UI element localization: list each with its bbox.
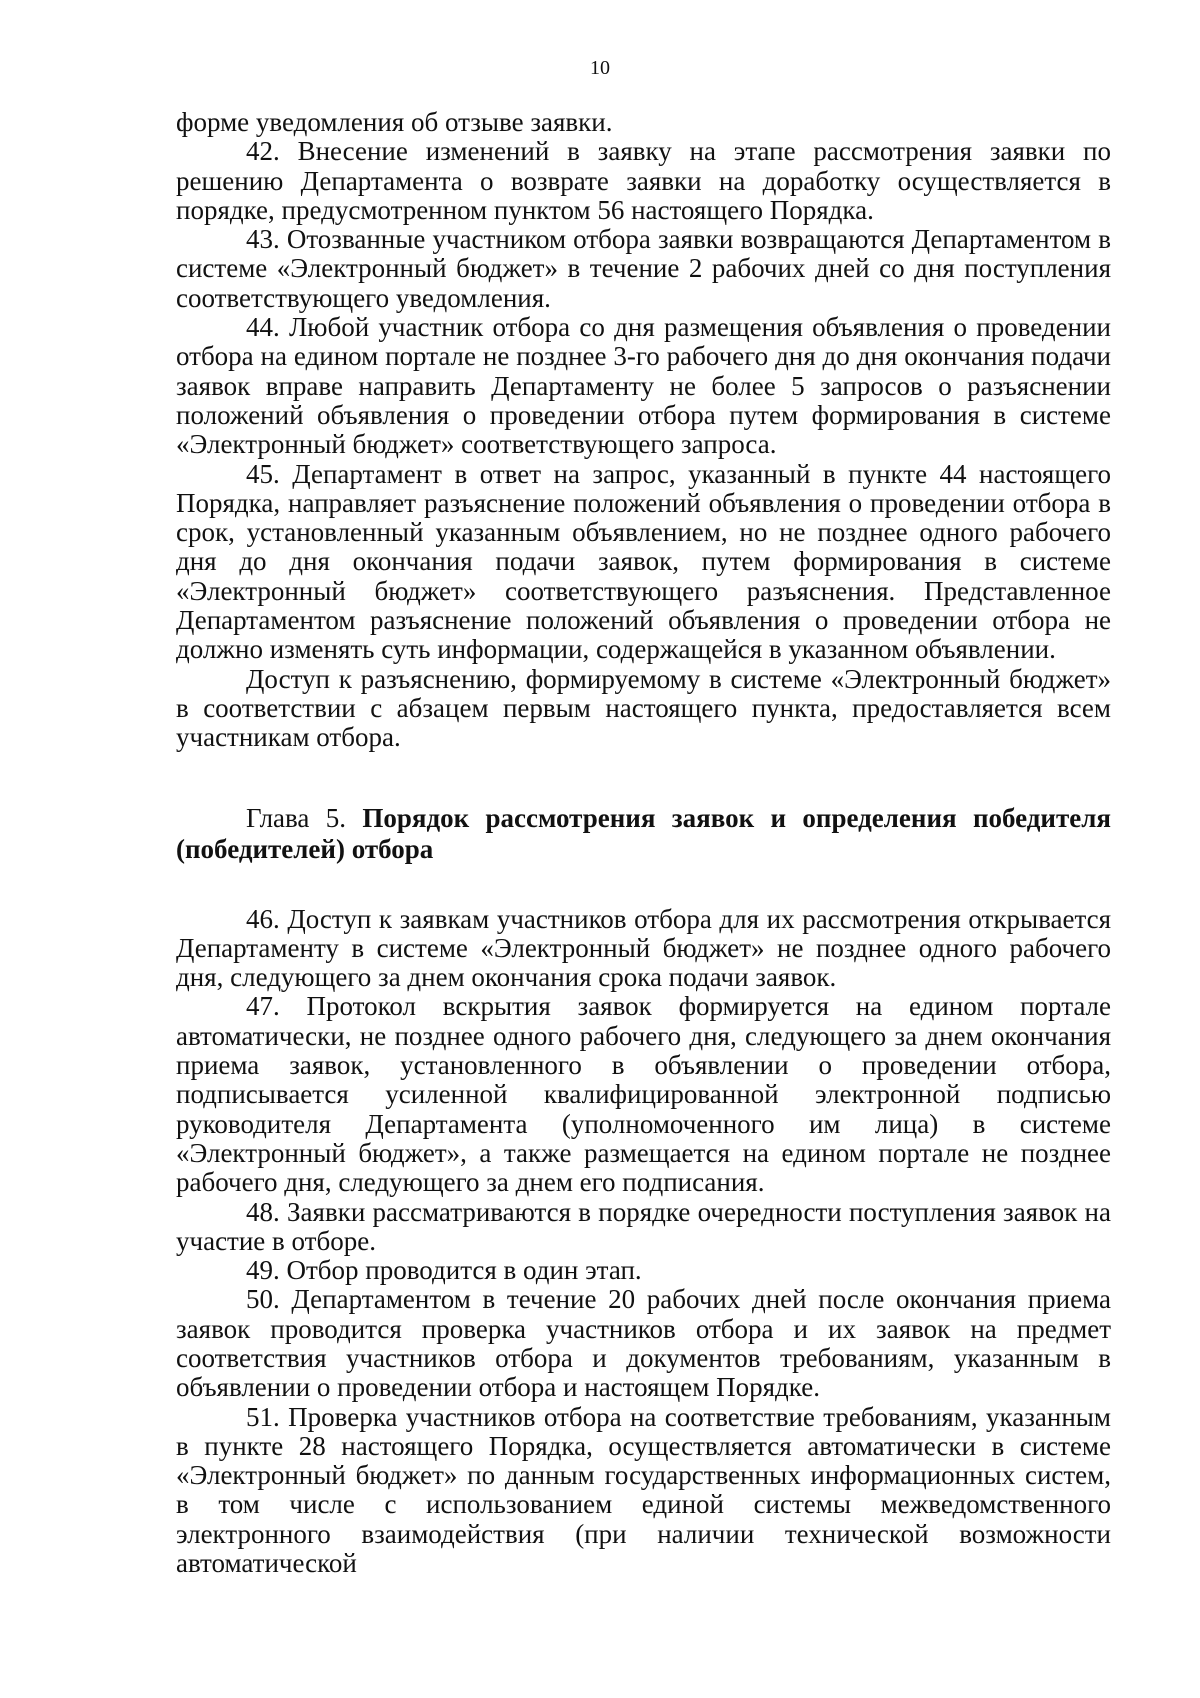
paragraph-43: 43. Отозванные участником отбора заявки возвращаются Департаментом в системе «Электронный бюджет» в течение 2 рабочих дней со дня поступления соответствующего уведомления. [176,224,1111,313]
document-body [176,108,1111,1578]
paragraph-46: 46. Доступ к заявкам участников отбора для их рассмотрения открывается Департаменту в системе «Электронный бюджет» не позднее одного рабочего дня, следующего за днем окончания срока подачи заявок. [176,903,1111,993]
paragraph-50: 50. Департаментом в течение 20 рабочих дней после окончания приема заявок проводится проверка участников отбора и их заявок на предмет соответствия участников отбора и документов требованиям, указанным в объявлении о проведении отбора и настоящем Порядке. [176,1284,1111,1403]
chapter-heading [176,803,1111,865]
paragraph-42: 42. Внесение изменений в заявку на этапе рассмотрения заявки по решению Департамента о возврате заявки на доработку осуществляется в порядке, предусмотренном пунктом 56 настоящего Порядка. [176,136,1111,225]
page-number: 10 [590,57,610,79]
paragraph-45-access: Доступ к разъяснению, формируемому в системе «Электронный бюджет» в соответствии с абзацем первым настоящего пункта, предоставляется всем участникам отбора. [176,663,1111,753]
chapter-title: Порядок рассмотрения заявок и определения победителя (победителей) отбора [176,802,1111,864]
paragraph-41-end: форме уведомления об отзыве заявки. [176,107,613,137]
paragraph-51: 51. Проверка участников отбора на соответствие требованиям, указанным в пункте 28 настоящего Порядка, осуществляется автоматически в системе «Электронный бюджет» по данным государственных информационных систем, в том числе с использованием единой системы межведомственного электронного взаимодействия (при наличии технической возможности автоматической [176,1401,1111,1579]
paragraph-45: 45. Департамент в ответ на запрос, указанный в пункте 44 настоящего Порядка, направляет разъяснение положений объявления о проведении отбора в срок, установленный указанным объявлением, но не позднее одного рабочего дня до дня окончания подачи заявок, путем формирования в системе «Электронный бюджет» соответствующего разъяснения. Представленное Департаментом разъяснение положений объявления о проведении отбора не должно изменять суть информации, содержащейся в указанном объявлении. [176,458,1111,665]
chapter-number: Глава 5. [246,802,346,833]
paragraph-44: 44. Любой участник отбора со дня размещения объявления о проведении отбора на едином портале не позднее 3-го рабочего дня до дня окончания подачи заявок вправе направить Департаменту не более 5 запросов о разъяснении положений объявления о проведении отбора путем формирования в системе «Электронный бюджет» соответствующего запроса. [176,312,1111,460]
paragraph-48: 48. Заявки рассматриваются в порядке очередности поступления заявок на участие в отборе. [176,1196,1111,1256]
paragraph-47: 47. Протокол вскрытия заявок формируется на едином портале автоматически, не позднее одного рабочего дня, следующего за днем окончания приема заявок, установленного в объявлении о проведении отбора, подписывается усиленной квалифицированной электронной подписью руководителя Департамента (уполномоченного им лица) в системе «Электронный бюджет», а также размещается на едином портале не позднее рабочего дня, следующего за днем его подписания. [176,991,1111,1198]
paragraph-49: 49. Отбор проводится в один этап. [246,1255,642,1286]
